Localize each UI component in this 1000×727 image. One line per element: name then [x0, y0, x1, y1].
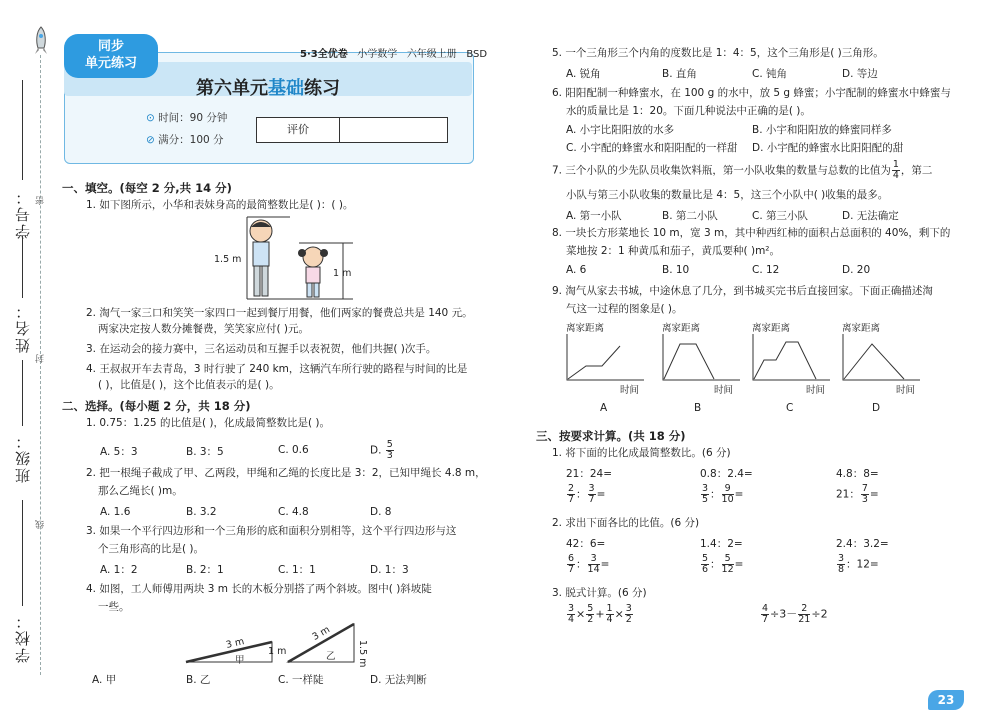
page-title — [64, 74, 472, 100]
graph-option-b: B — [694, 402, 702, 414]
choice-q7-line2: 小队与第三小队收集的数量比是 4：5，这三个小队中( )收集的最多。 — [566, 189, 889, 201]
slope-a-name: 甲 — [235, 655, 245, 666]
graph-c-ylabel: 离家距离 — [752, 323, 791, 334]
calc-q2-f: $\frac{3}{8}$ ：12= — [838, 553, 879, 575]
fill-q2-line1: 2. 淘气一家三口和笑笑一家四口一起到餐厅用餐，他们两家的餐费总共是 140 元。 — [86, 307, 473, 319]
fraction: $\frac{3}{5}$ — [702, 483, 709, 505]
height-figure — [225, 215, 355, 305]
cut-line — [40, 55, 41, 675]
calc-q1-e: $\frac{3}{5}$ ： $\frac{9}{10}$ = — [702, 483, 744, 505]
girl-figure — [298, 247, 328, 297]
calc-q3-heading: 3. 脱式计算。(6 分) — [552, 587, 647, 599]
graph-a-ylabel: 离家距离 — [566, 323, 605, 334]
choice-q4-opt-d: D. 无法判断 — [370, 674, 427, 686]
boy-height-label: 1.5 m — [214, 254, 242, 265]
choice-q7-text-a: 7. 三个小队的少先队员收集饮料瓶，第一小队收集的数量与总数的比值为 — [552, 164, 891, 177]
fill-q2-line2: 两家决定按人数分摊餐费，笑笑家应付( )元。 — [98, 323, 310, 335]
title-part-3: 练习 — [304, 78, 340, 99]
choice-q4-line2: 一些。 — [98, 601, 130, 613]
school-label: 学校： — [14, 612, 32, 663]
choice-q8-opt-d: D. 20 — [842, 264, 871, 276]
series-bar — [300, 45, 487, 60]
choice-q1-opt-d — [370, 440, 395, 461]
calc-q2-c: 2.4：3.2= — [836, 538, 889, 550]
graph-b-ylabel: 离家距离 — [662, 323, 701, 334]
choice-q2-line2: 那么乙绳长( )m。 — [98, 485, 183, 497]
score-info — [146, 132, 224, 147]
page-number: 23 — [928, 690, 964, 710]
subject: 小学数学 — [357, 49, 398, 60]
cut-word-mi: 密 — [36, 196, 46, 205]
slope-b-height: 1.5 m — [357, 640, 368, 668]
choice-q6-opt-c: C. 小宇配的蜂蜜水和阳阳配的一样甜 — [566, 142, 738, 154]
calc-q1-b: 0.8：2.4= — [700, 468, 753, 480]
slope-b-name: 乙 — [326, 651, 336, 662]
fraction: $\frac{3}{8}$ — [838, 553, 845, 575]
choice-q9-line1: 9. 淘气从家去书城，中途休息了几分，到书城买完书后直接回家。下面正确描述淘 — [552, 285, 933, 297]
fraction: $\frac{3}{2}$ — [625, 603, 632, 625]
score-text: 满分：100 分 — [158, 134, 224, 146]
fraction: $\frac{3}{14}$ — [587, 553, 600, 575]
choice-q5-opt-b: B. 直角 — [662, 68, 697, 80]
choice-q3-opt-d: D. 1：3 — [370, 564, 409, 576]
choice-q2-line1: 2. 把一根绳子截成了甲、乙两段，甲绳和乙绳的长度比是 3：2，已知甲绳长 4.8 m， — [86, 467, 486, 479]
choice-q1-opt-d-label: D. — [370, 444, 382, 457]
evaluation-box — [256, 117, 448, 143]
student-id-blank — [22, 80, 23, 180]
graph-c — [753, 334, 830, 380]
badge-line2: 单元练习 — [84, 56, 137, 71]
graph-b — [663, 334, 740, 380]
edition: BSD — [466, 49, 488, 60]
choice-q4-opt-a: A. 甲 — [92, 674, 117, 686]
check-circle-icon: ⊘ — [146, 134, 155, 146]
title-highlight: 基础 — [268, 78, 304, 99]
choice-q1-opt-c: C. 0.6 — [278, 444, 309, 456]
clock-icon: ⊙ — [146, 112, 155, 124]
fill-q1: 1. 如下图所示，小华和表妹身高的最简整数比是( )：( )。 — [86, 199, 354, 211]
school-blank — [22, 500, 23, 606]
evaluation-label: 评价 — [257, 118, 340, 142]
calc-q3-a: $\frac{3}{4}$ × $\frac{5}{2}$ + $\frac{1}{4}$ × $\frac{3}{2}$ — [568, 603, 632, 625]
series-name: 5·3全优卷 — [300, 49, 348, 60]
title-part-1: 第六单元 — [196, 78, 268, 99]
rocket-icon — [32, 26, 50, 56]
graph-a — [567, 334, 644, 380]
choice-q7-opt-b: B. 第二小队 — [662, 210, 718, 222]
choice-q6-line2: 水的质量比是 1：20。下面几种说法中正确的是( )。 — [566, 105, 811, 117]
fraction: $\frac{2}{7}$ — [568, 483, 575, 505]
choice-q8-line1: 8. 一块长方形菜地长 10 m，宽 3 m，其中种西红柿的面积占总面积的 40%，剩下的 — [552, 227, 951, 239]
calc-q1-f: 21： $\frac{7}{3}$ = — [836, 483, 879, 505]
choice-q5-opt-d: D. 等边 — [842, 68, 878, 80]
fraction: $\frac{3}{7}$ — [588, 483, 595, 505]
fraction: $\frac{3}{4}$ — [568, 603, 575, 625]
fraction: $\frac{1}{4}$ — [892, 159, 899, 181]
section-1-heading: 一、填空。(每空 2 分,共 14 分) — [62, 181, 232, 195]
calc-q1-c: 4.8：8= — [836, 468, 879, 480]
fraction: $\frac{5}{2}$ — [587, 603, 594, 625]
choice-q6-opt-b: B. 小宇和阳阳放的蜂蜜同样多 — [752, 124, 892, 136]
choice-q7-opt-d: D. 无法确定 — [842, 210, 899, 222]
section-3-heading: 三、按要求计算。(共 18 分) — [536, 429, 686, 443]
calc-q1-d: $\frac{2}{7}$ ： $\frac{3}{7}$ = — [568, 483, 606, 505]
choice-q8-opt-a: A. 6 — [566, 264, 587, 276]
student-id-label: 学号： — [14, 188, 32, 239]
graph-d-ylabel: 离家距离 — [842, 323, 881, 334]
graphs-row — [564, 334, 934, 384]
choice-q9-line2: 气这一过程的图象是( )。 — [566, 303, 683, 315]
slope-a-length: 3 m — [224, 636, 246, 651]
fill-q3: 3. 在运动会的接力赛中，三名运动员和互握手以表祝贺，他们共握( )次手。 — [86, 343, 437, 355]
choice-q3-opt-a: A. 1：2 — [100, 564, 138, 576]
graph-option-a: A — [600, 402, 608, 414]
sync-unit-badge — [64, 34, 158, 78]
calc-q2-e: $\frac{5}{6}$ ： $\frac{5}{12}$ = — [702, 553, 744, 575]
time-info — [146, 110, 227, 125]
graph-option-d: D — [872, 402, 881, 414]
choice-q6-opt-a: A. 小宇比阳阳放的水多 — [566, 124, 675, 136]
class-label: 班级： — [14, 432, 32, 483]
choice-q7-opt-a: A. 第一小队 — [566, 210, 622, 222]
choice-q2-opt-b: B. 3.2 — [186, 506, 217, 518]
fraction: $\frac{5}{6}$ — [702, 553, 709, 575]
choice-q1-opt-a: A. 5：3 — [100, 446, 138, 458]
fraction: $\frac{7}{3}$ — [861, 483, 868, 505]
choice-q2-opt-d: D. 8 — [370, 506, 392, 518]
choice-q3-opt-b: B. 2：1 — [186, 564, 224, 576]
choice-q4-opt-c: C. 一样陡 — [278, 674, 324, 686]
choice-q2-opt-a: A. 1.6 — [100, 506, 131, 518]
section-2-heading: 二、选择。(每小题 2 分，共 18 分) — [62, 399, 251, 413]
cut-word-feng: 封 — [36, 354, 46, 363]
choice-q7-line1 — [552, 160, 932, 181]
fraction: $\frac{1}{4}$ — [606, 603, 613, 625]
fraction: $\frac{6}{7}$ — [568, 553, 575, 575]
fill-q4-line2: ( )，比值是( )，这个比值表示的是( )。 — [98, 379, 280, 391]
choice-q3-line1: 3. 如果一个平行四边形和一个三角形的底和面积分别相等，这个平行四边形与这 — [86, 525, 457, 537]
choice-q8-line2: 菜地按 2：1 种黄瓜和茄子，黄瓜要种( )m²。 — [566, 245, 781, 257]
choice-q7-opt-c: C. 第三小队 — [752, 210, 809, 222]
calc-q3-b: $\frac{4}{7}$ ÷3－ $\frac{2}{21}$ ÷2 — [762, 603, 828, 625]
choice-q8-opt-c: C. 12 — [752, 264, 780, 276]
graph-b-xlabel: 时间 — [714, 385, 734, 396]
fraction: $\frac{4}{7}$ — [762, 603, 769, 625]
choice-q1: 1. 0.75：1.25 的比值是( )，化成最简整数比是( )。 — [86, 417, 331, 429]
calc-q2-d: $\frac{6}{7}$ ： $\frac{3}{14}$ = — [568, 553, 610, 575]
choice-q4-opt-b: B. 乙 — [186, 674, 211, 686]
choice-q6-line1: 6. 阳阳配制一种蜂蜜水，在 100 g 的水中，放 5 g 蜂蜜；小宇配制的蜂蜜水中蜂蜜与 — [552, 87, 951, 99]
choice-q2-opt-c: C. 4.8 — [278, 506, 309, 518]
fraction: $\frac{5}{12}$ — [721, 553, 734, 575]
class-blank — [22, 360, 23, 426]
calc-q2-heading: 2. 求出下面各比的比值。(6 分) — [552, 517, 700, 529]
choice-q1-opt-b: B. 3：5 — [186, 446, 224, 458]
slope-b-length: 3 m — [310, 624, 332, 643]
girl-height-label: 1 m — [333, 268, 352, 279]
graph-d — [843, 334, 920, 380]
time-text: 时间：90 分钟 — [158, 112, 228, 124]
slope-figure — [180, 618, 380, 668]
calc-q1-a: 21：24= — [566, 468, 613, 480]
choice-q6-opt-d: D. 小宇配的蜂蜜水比阳阳配的甜 — [752, 142, 904, 154]
cut-word-xian: 线 — [36, 520, 46, 529]
choice-q3-line2: 个三角形高的比是( )。 — [98, 543, 205, 555]
choice-q7-text-b: ，第二 — [900, 164, 933, 177]
calc-q2-a: 42：6= — [566, 538, 606, 550]
choice-q4-line1: 4. 如图，工人师傅用两块 3 m 长的木板分别搭了两个斜坡。图中( )斜坡陡 — [86, 583, 432, 595]
badge-line1: 同步 — [97, 39, 124, 54]
evaluation-blank — [340, 118, 446, 142]
graph-c-xlabel: 时间 — [806, 385, 826, 396]
name-label: 姓名： — [14, 302, 32, 353]
calc-q1-heading: 1. 将下面的比化成最简整数比。(6 分) — [552, 447, 731, 459]
fraction: $\frac{2}{21}$ — [798, 603, 811, 625]
binding-margin — [0, 0, 60, 727]
graph-a-xlabel: 时间 — [620, 385, 640, 396]
choice-q5-opt-a: A. 锐角 — [566, 68, 601, 80]
slope-a-height: 1 m — [268, 646, 287, 657]
graph-d-xlabel: 时间 — [896, 385, 916, 396]
fraction: $\frac{9}{10}$ — [721, 483, 734, 505]
fill-q4-line1: 4. 王叔叔开车去青岛，3 时行驶了 240 km，这辆汽车所行驶的路程与时间的比是 — [86, 363, 468, 375]
boy-figure — [250, 220, 272, 296]
fraction: $\frac{5}{3}$ — [386, 439, 393, 461]
graph-option-c: C — [786, 402, 794, 414]
choice-q5: 5. 一个三角形三个内角的度数比是 1：4：5，这个三角形是( )三角形。 — [552, 47, 884, 59]
choice-q3-opt-c: C. 1：1 — [278, 564, 316, 576]
choice-q5-opt-c: C. 钝角 — [752, 68, 788, 80]
name-blank — [22, 236, 23, 298]
calc-q2-b: 1.4：2= — [700, 538, 743, 550]
grade: 六年级上册 — [406, 49, 457, 60]
choice-q8-opt-b: B. 10 — [662, 264, 690, 276]
